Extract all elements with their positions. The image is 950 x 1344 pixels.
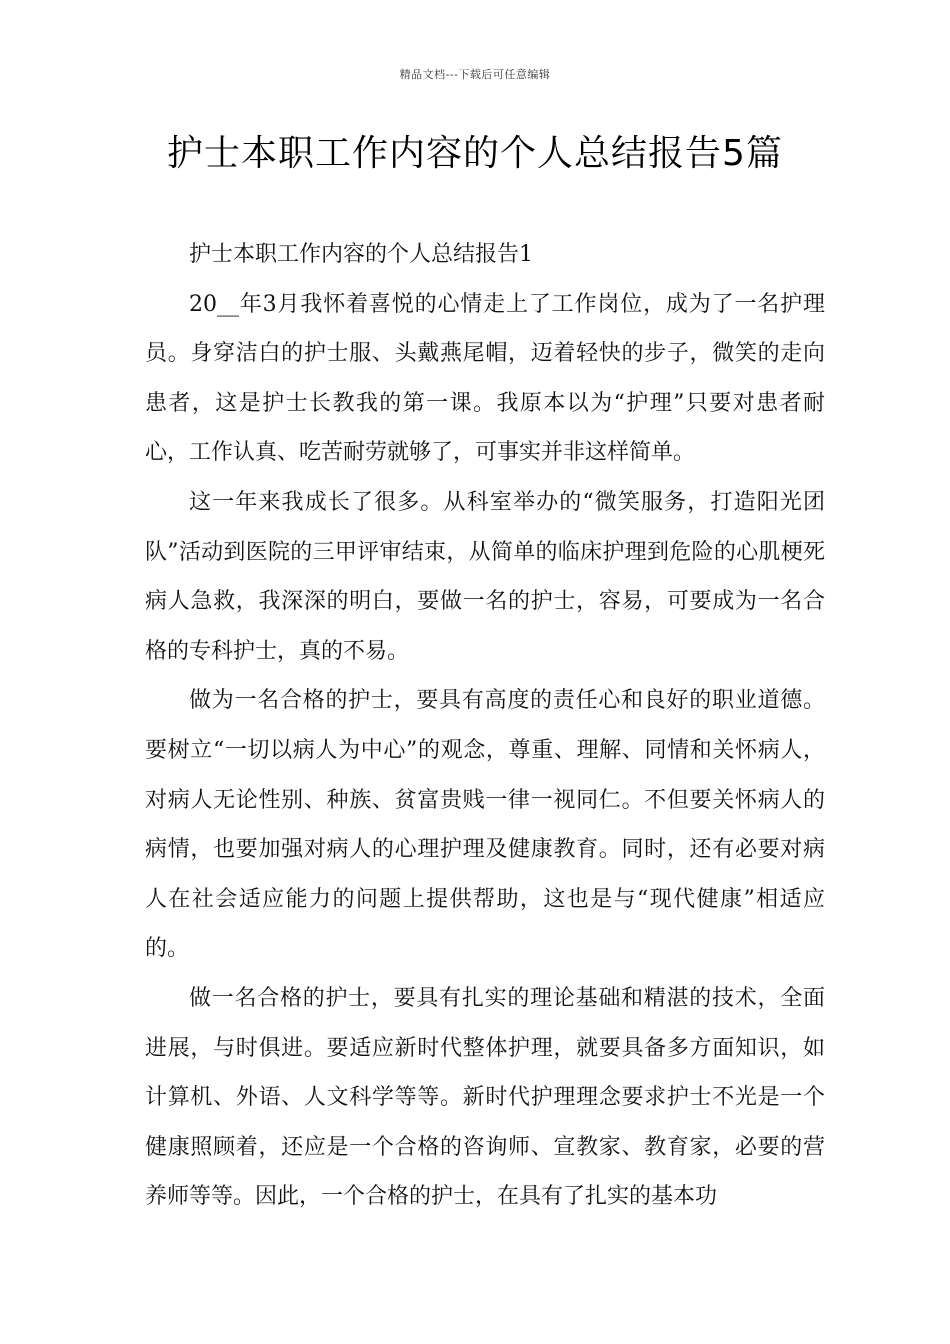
header-note: 精品文档---下载后可任意编辑 bbox=[399, 68, 551, 81]
paragraph: 做一名合格的护士，要具有扎实的理论基础和精湛的技术，全面进展，与时俱进。要适应新时代整体护理，就要具备多方面知识，如计算机、外语、人文科学等等。新时代护理理念要求护士不光是一个健康照顾着，还应是一个合格的咨询师、宣教家、教育家，必要的营养师等等。因此，一个合格的护士，在具有了扎实的基本功 bbox=[145, 985, 825, 1210]
paragraph: 20__年3月我怀着喜悦的心情走上了工作岗位，成为了一名护理员。身穿洁白的护士服、头戴燕尾帽，迈着轻快的步子，微笑的走向患者，这是护士长教我的第一课。我原本以为“护理”只要对患者耐心，工作认真、吃苦耐劳就够了，可事实并非这样简单。 bbox=[145, 291, 825, 466]
document-title: 护士本职工作内容的个人总结报告5篇 bbox=[167, 133, 783, 174]
paragraph: 做为一名合格的护士，要具有高度的责任心和良好的职业道德。要树立“一切以病人为中心”的观念，尊重、理解、同情和关怀病人，对病人无论性别、种族、贫富贵贱一律一视同仁。不但要关怀病人的病情，也要加强对病人的心理护理及健康教育。同时，还有必要对病人在社会适应能力的问题上提供帮助，这也是与“现代健康”相适应的。 bbox=[145, 688, 825, 962]
section-heading: 护士本职工作内容的个人总结报告1 bbox=[189, 242, 533, 267]
paragraph: 这一年来我成长了很多。从科室举办的“微笑服务，打造阳光团队”活动到医院的三甲评审结束，从简单的临床护理到危险的心肌梗死病人急救，我深深的明白，要做一名的护士，容易，可要成为一名合格的专科护士，真的不易。 bbox=[145, 489, 825, 664]
document-body bbox=[145, 230, 825, 1222]
